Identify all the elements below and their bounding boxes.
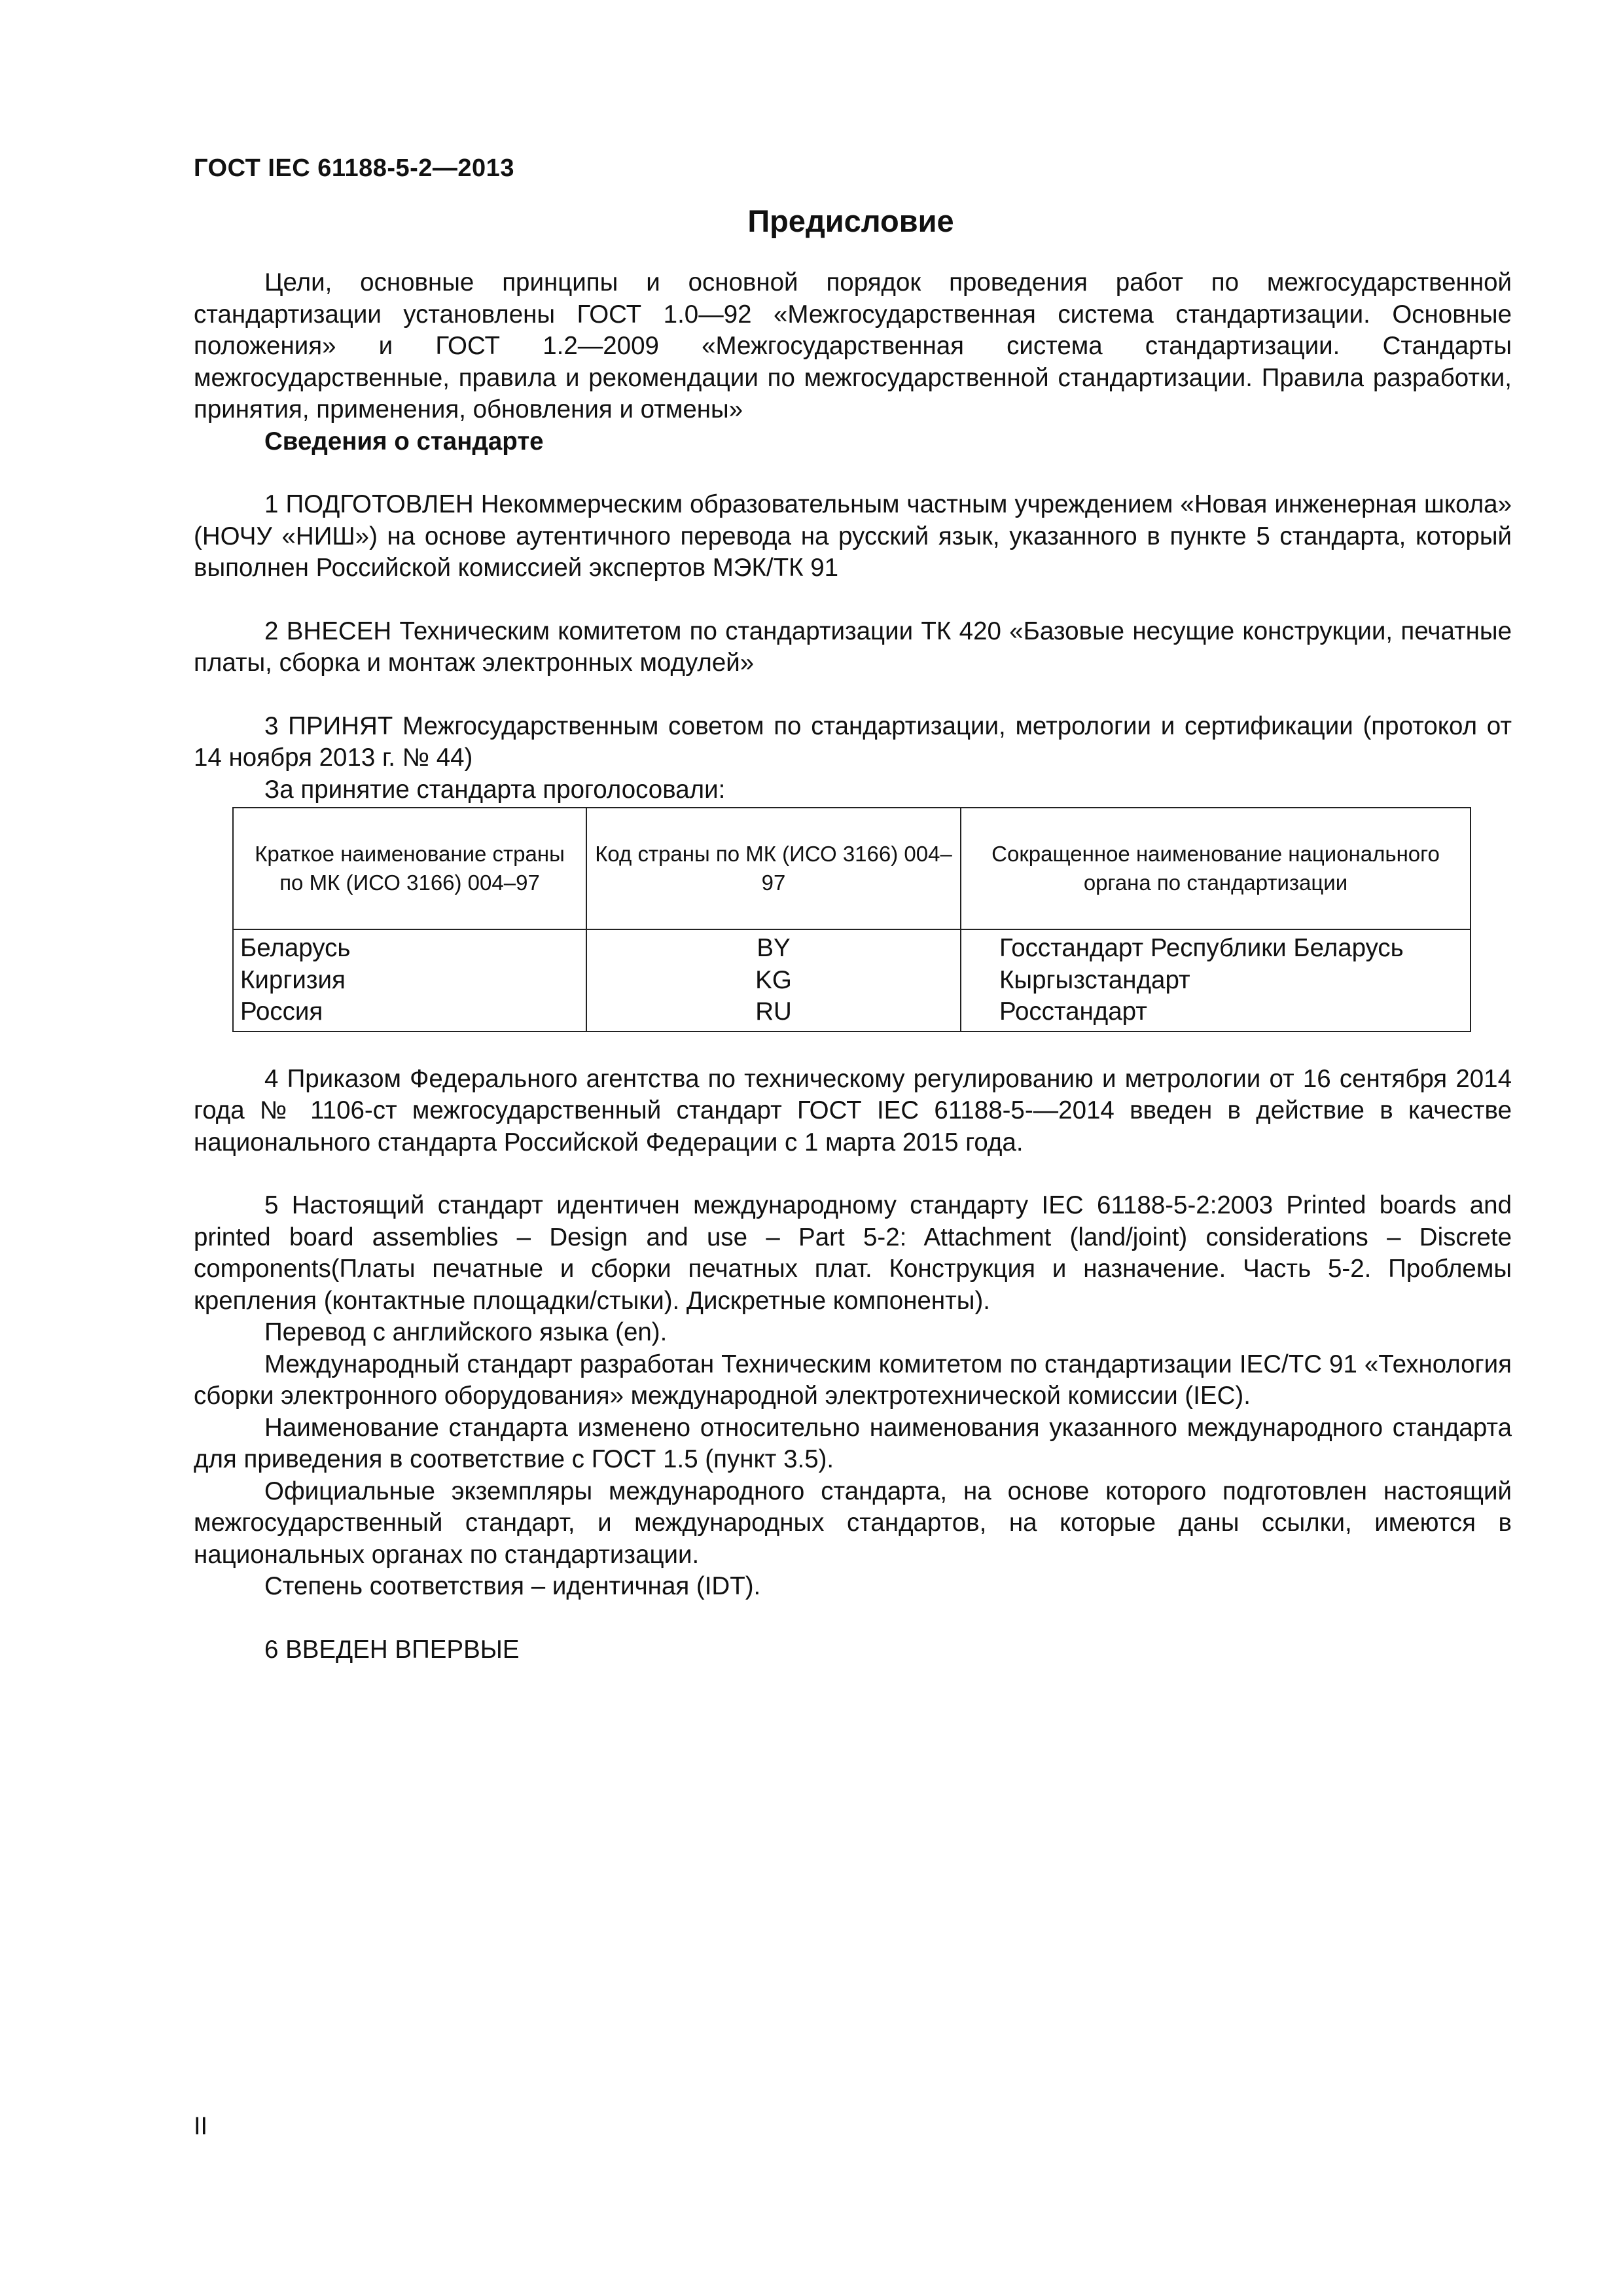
- item-5-developer: Международный стандарт разработан Техническим комитетом по стандартизации IEC/TC 91 «Технология сборки электронного оборудования» международной электротехнической комиссии (IEC).: [194, 1350, 1512, 1410]
- intro-paragraph: Цели, основные принципы и основной порядок проведения работ по межгосударственной стандартизации установлены ГОСТ 1.0—92 «Межгосударственная система стандартизации. Основные положения» и ГОСТ 1.2—2009 «Межгосударственная система стандартизации. Стандарты межгосударственные, правила и рекомендации по межгосударственной стандартизации. Правила разработки, принятия, применения, обновления и отмены»: [194, 268, 1512, 423]
- country-code-cell: BY: [586, 929, 961, 965]
- document-code: ГОСТ IEC 61188-5-2—2013: [194, 154, 514, 182]
- item-6-paragraph: 6 ВВЕДЕН ВПЕРВЫЕ: [264, 1635, 520, 1664]
- national-body-cell: Росстандарт: [961, 996, 1471, 1031]
- page-number: II: [194, 2113, 208, 2140]
- item-5-paragraph: 5 Настоящий стандарт идентичен международному стандарту IEC 61188-5-2:2003 Printed boards and printed board assemblies – Design and use – Part 5-2: Attachment (land/joint) considerations – Discrete components(Платы печатные и сборки печатных плат. Конструкция и назначение. Часть 5-2. Проблемы крепления (контактные площадки/стыки). Дискретные компоненты).: [194, 1191, 1512, 1315]
- item-3-paragraph: 3 ПРИНЯТ Межгосударственным советом по стандартизации, метрологии и сертификации (протокол от 14 ноября 2013 г. № 44): [194, 711, 1512, 772]
- item-4-paragraph: 4 Приказом Федерального агентства по техническому регулированию и метрологии от 16 сентября 2014 года № 1106-ст межгосударственный стандарт ГОСТ IEC 61188-5-—2014 введен в действие в качестве национального стандарта Российской Федерации с 1 марта 2015 года.: [194, 1064, 1512, 1157]
- table-header-national-body: Сокращенное наименование национального органа по стандартизации: [961, 808, 1471, 929]
- item-5-degree: Степень соответствия – идентичная (IDT).: [264, 1572, 761, 1600]
- table-row: [233, 965, 1471, 997]
- section-heading: Сведения о стандарте: [264, 427, 544, 456]
- item-5-name-change: Наименование стандарта изменено относительно наименования указанного международного стандарта для приведения в соответствие с ГОСТ 1.5 (пункт 3.5).: [194, 1413, 1512, 1473]
- national-body-cell: Госстандарт Республики Беларусь: [961, 929, 1471, 965]
- page-title: Предисловие: [747, 204, 954, 238]
- table-header-country-name: Краткое наименование страны по МК (ИСО 3166) 004–97: [233, 808, 586, 929]
- country-name-cell: Киргизия: [233, 965, 586, 997]
- country-name-cell: Беларусь: [233, 929, 586, 965]
- table-header-row: [233, 808, 1471, 929]
- document-body: [194, 267, 1512, 1666]
- item-2-paragraph: 2 ВНЕСЕН Техническим комитетом по стандартизации ТК 420 «Базовые несущие конструкции, печатные платы, сборка и монтаж электронных модулей»: [194, 617, 1512, 677]
- voted-caption: За принятие стандарта проголосовали:: [264, 775, 726, 804]
- table-row: [233, 929, 1471, 965]
- country-code-cell: KG: [586, 965, 961, 997]
- country-code-cell: RU: [586, 996, 961, 1031]
- table-header-country-code: Код страны по МК (ИСО 3166) 004–97: [586, 808, 961, 929]
- table-row: [233, 996, 1471, 1031]
- national-body-cell: Кыргызстандарт: [961, 965, 1471, 997]
- item-1-paragraph: 1 ПОДГОТОВЛЕН Некоммерческим образовательным частным учреждением «Новая инженерная школа» (НОЧУ «НИШ») на основе аутентичного перевода на русский язык, указанного в пункте 5 стандарта, который выполнен Российской комиссией экспертов МЭК/ТК 91: [194, 490, 1512, 582]
- item-5-official-copies: Официальные экземпляры международного стандарта, на основе которого подготовлен настоящий межгосударственный стандарт, и международных стандартов, на которые даны ссылки, имеются в национальных органах по стандартизации.: [194, 1477, 1512, 1569]
- country-name-cell: Россия: [233, 996, 586, 1031]
- voting-countries-table: [232, 807, 1471, 1032]
- item-5-translation: Перевод с английского языка (en).: [264, 1318, 668, 1346]
